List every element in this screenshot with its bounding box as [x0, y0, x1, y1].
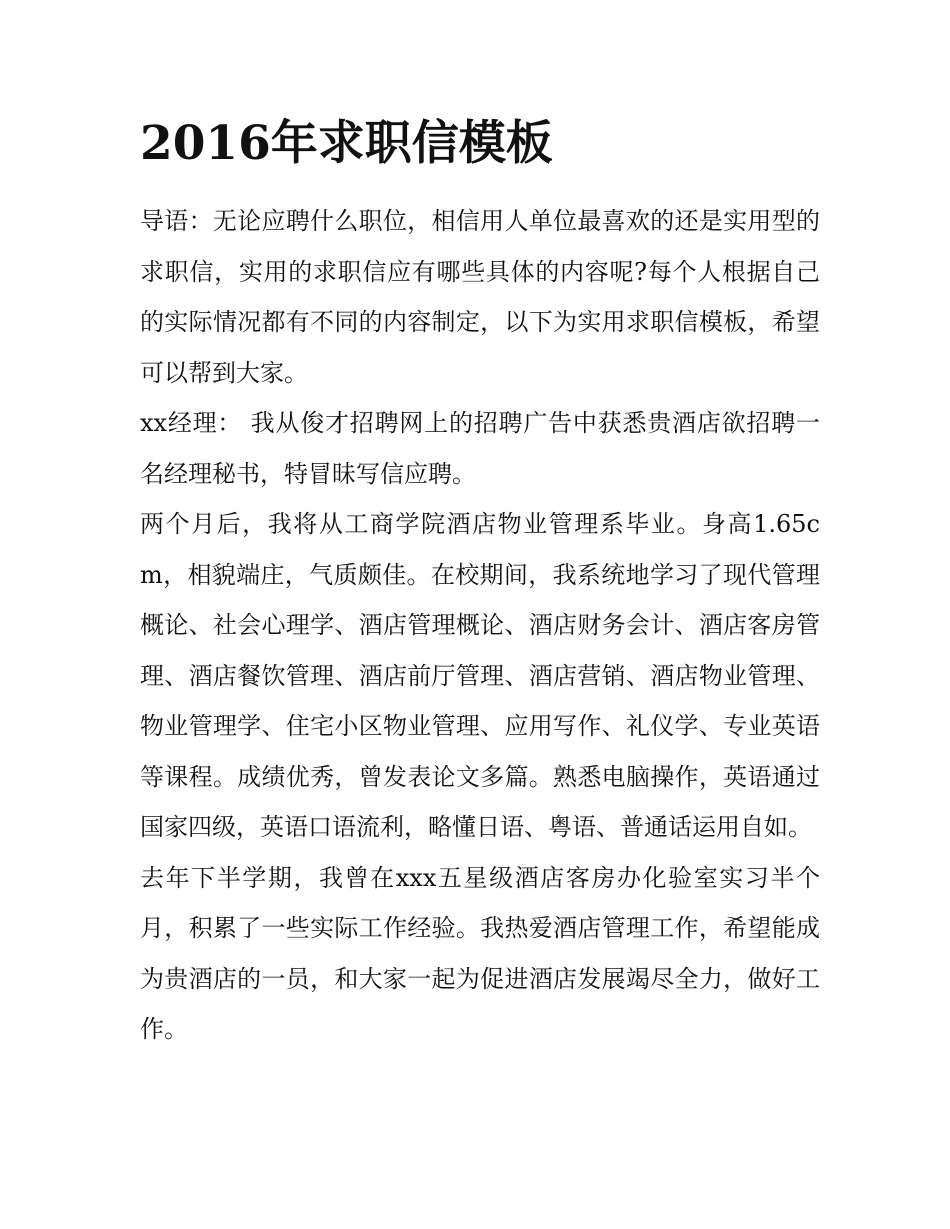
paragraph-education: 两个月后，我将从工商学院酒店物业管理系毕业。身高1.65cm，相貌端庄，气质颇佳。在校期间，我系统地学习了现代管理概论、社会心理学、酒店管理概论、酒店财务会计、酒店客房管理、酒店餐饮管理、酒店前厅管理、酒店营销、酒店物业管理、物业管理学、住宅小区物业管理、应用写作、礼仪学、专业英语等课程。成绩优秀，曾发表论文多篇。熟悉电脑操作，英语通过国家四级，英语口语流利，略懂日语、粤语、普通话运用自如。: [140, 510, 820, 841]
document-page: [140, 112, 820, 1055]
paragraph-salutation: xx经理： 我从俊才招聘网上的招聘广告中获悉贵酒店欲招聘一名经理秘书，特冒昧写信应聘。: [140, 409, 820, 488]
paragraph-experience: 去年下半学期，我曾在xxx五星级酒店客房办化验室实习半个月，积累了一些实际工作经验。我热爱酒店管理工作，希望能成为贵酒店的一员，和大家一起为促进酒店发展竭尽全力，做好工作。: [140, 863, 820, 1043]
document-title: 2016年求职信模板: [140, 116, 553, 171]
paragraph-intro: 导语：无论应聘什么职位，相信用人单位最喜欢的还是实用型的求职信，实用的求职信应有哪些具体的内容呢?每个人根据自己的实际情况都有不同的内容制定，以下为实用求职信模板，希望可以帮到大家。: [140, 207, 820, 387]
